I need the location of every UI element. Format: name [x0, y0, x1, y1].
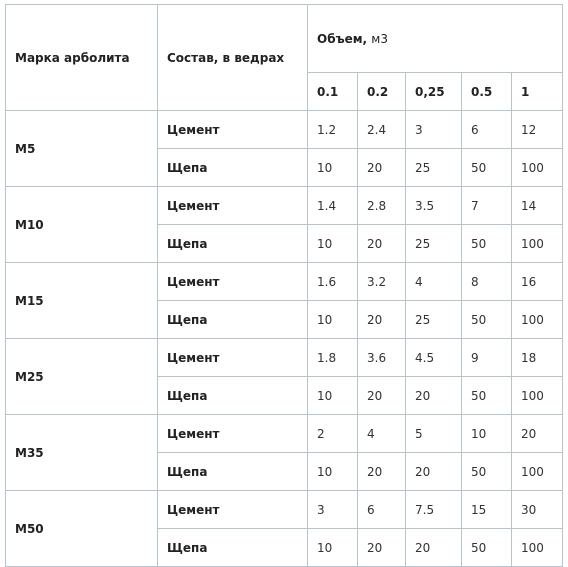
volume-cell: 0,25	[406, 73, 462, 111]
chips-value-cell: 20	[358, 377, 406, 415]
chips-value-cell: 50	[462, 301, 512, 339]
cement-value-cell: 8	[462, 263, 512, 301]
cement-label: Цемент	[158, 339, 308, 377]
chips-value-cell: 25	[406, 225, 462, 263]
chips-value-cell: 50	[462, 149, 512, 187]
cement-value-cell: 4.5	[406, 339, 462, 377]
table-row	[6, 263, 563, 301]
table-row	[6, 187, 563, 225]
cement-value-cell: 1.8	[308, 339, 358, 377]
cement-value-cell: 20	[512, 415, 563, 453]
cement-value-cell: 7.5	[406, 491, 462, 529]
chips-label: Щепа	[158, 377, 308, 415]
cement-value-cell: 3	[308, 491, 358, 529]
chips-value-cell: 25	[406, 301, 462, 339]
chips-value-cell: 10	[308, 149, 358, 187]
cement-value-cell: 14	[512, 187, 563, 225]
chips-label: Щепа	[158, 149, 308, 187]
grade-cell: М10	[6, 187, 158, 263]
header-row	[6, 5, 563, 73]
chips-label: Щепа	[158, 225, 308, 263]
chips-label: Щепа	[158, 529, 308, 567]
cement-value-cell: 10	[462, 415, 512, 453]
chips-value-cell: 20	[358, 301, 406, 339]
chips-value-cell: 10	[308, 225, 358, 263]
volume-header	[308, 5, 563, 73]
chips-value-cell: 100	[512, 377, 563, 415]
cement-value-cell: 12	[512, 111, 563, 149]
cement-label: Цемент	[158, 263, 308, 301]
chips-value-cell: 20	[406, 377, 462, 415]
table-row	[6, 491, 563, 529]
chips-value-cell: 10	[308, 377, 358, 415]
composition-header: Состав, в ведрах	[158, 5, 308, 111]
cement-value-cell: 6	[462, 111, 512, 149]
cement-label: Цемент	[158, 415, 308, 453]
cement-value-cell: 4	[406, 263, 462, 301]
cement-label: Цемент	[158, 491, 308, 529]
grade-cell: М50	[6, 491, 158, 567]
grade-cell: М35	[6, 415, 158, 491]
volume-cell: 0.1	[308, 73, 358, 111]
chips-value-cell: 20	[406, 529, 462, 567]
cement-value-cell: 9	[462, 339, 512, 377]
cement-value-cell: 4	[358, 415, 406, 453]
volume-cell: 0.2	[358, 73, 406, 111]
table-body	[6, 111, 563, 567]
cement-value-cell: 18	[512, 339, 563, 377]
table-row	[6, 111, 563, 149]
chips-value-cell: 10	[308, 453, 358, 491]
chips-value-cell: 100	[512, 529, 563, 567]
cement-value-cell: 2	[308, 415, 358, 453]
chips-value-cell: 100	[512, 301, 563, 339]
volume-unit: м3	[371, 31, 388, 46]
volume-cell: 1	[512, 73, 563, 111]
chips-value-cell: 10	[308, 529, 358, 567]
chips-value-cell: 20	[358, 529, 406, 567]
cement-value-cell: 3	[406, 111, 462, 149]
chips-value-cell: 100	[512, 149, 563, 187]
chips-value-cell: 50	[462, 529, 512, 567]
cement-value-cell: 3.2	[358, 263, 406, 301]
cement-value-cell: 15	[462, 491, 512, 529]
cement-value-cell: 3.5	[406, 187, 462, 225]
table-row	[6, 415, 563, 453]
volume-cell: 0.5	[462, 73, 512, 111]
arbolite-composition-table	[5, 4, 563, 567]
chips-value-cell: 25	[406, 149, 462, 187]
chips-label: Щепа	[158, 301, 308, 339]
grade-cell: М5	[6, 111, 158, 187]
grade-header: Марка арболита	[6, 5, 158, 111]
chips-value-cell: 20	[358, 225, 406, 263]
chips-value-cell: 20	[358, 453, 406, 491]
cement-value-cell: 2.8	[358, 187, 406, 225]
table-row	[6, 339, 563, 377]
cement-label: Цемент	[158, 111, 308, 149]
grade-cell: М15	[6, 263, 158, 339]
cement-label: Цемент	[158, 187, 308, 225]
cement-value-cell: 1.4	[308, 187, 358, 225]
chips-value-cell: 50	[462, 225, 512, 263]
chips-value-cell: 20	[358, 149, 406, 187]
chips-value-cell: 100	[512, 225, 563, 263]
chips-value-cell: 100	[512, 453, 563, 491]
grade-cell: М25	[6, 339, 158, 415]
volume-header-label: Объем,	[317, 31, 368, 46]
cement-value-cell: 30	[512, 491, 563, 529]
cement-value-cell: 5	[406, 415, 462, 453]
chips-value-cell: 50	[462, 453, 512, 491]
cement-value-cell: 7	[462, 187, 512, 225]
cement-value-cell: 1.6	[308, 263, 358, 301]
cement-value-cell: 1.2	[308, 111, 358, 149]
cement-value-cell: 6	[358, 491, 406, 529]
cement-value-cell: 16	[512, 263, 563, 301]
chips-value-cell: 20	[406, 453, 462, 491]
chips-value-cell: 10	[308, 301, 358, 339]
chips-label: Щепа	[158, 453, 308, 491]
cement-value-cell: 2.4	[358, 111, 406, 149]
chips-value-cell: 50	[462, 377, 512, 415]
cement-value-cell: 3.6	[358, 339, 406, 377]
